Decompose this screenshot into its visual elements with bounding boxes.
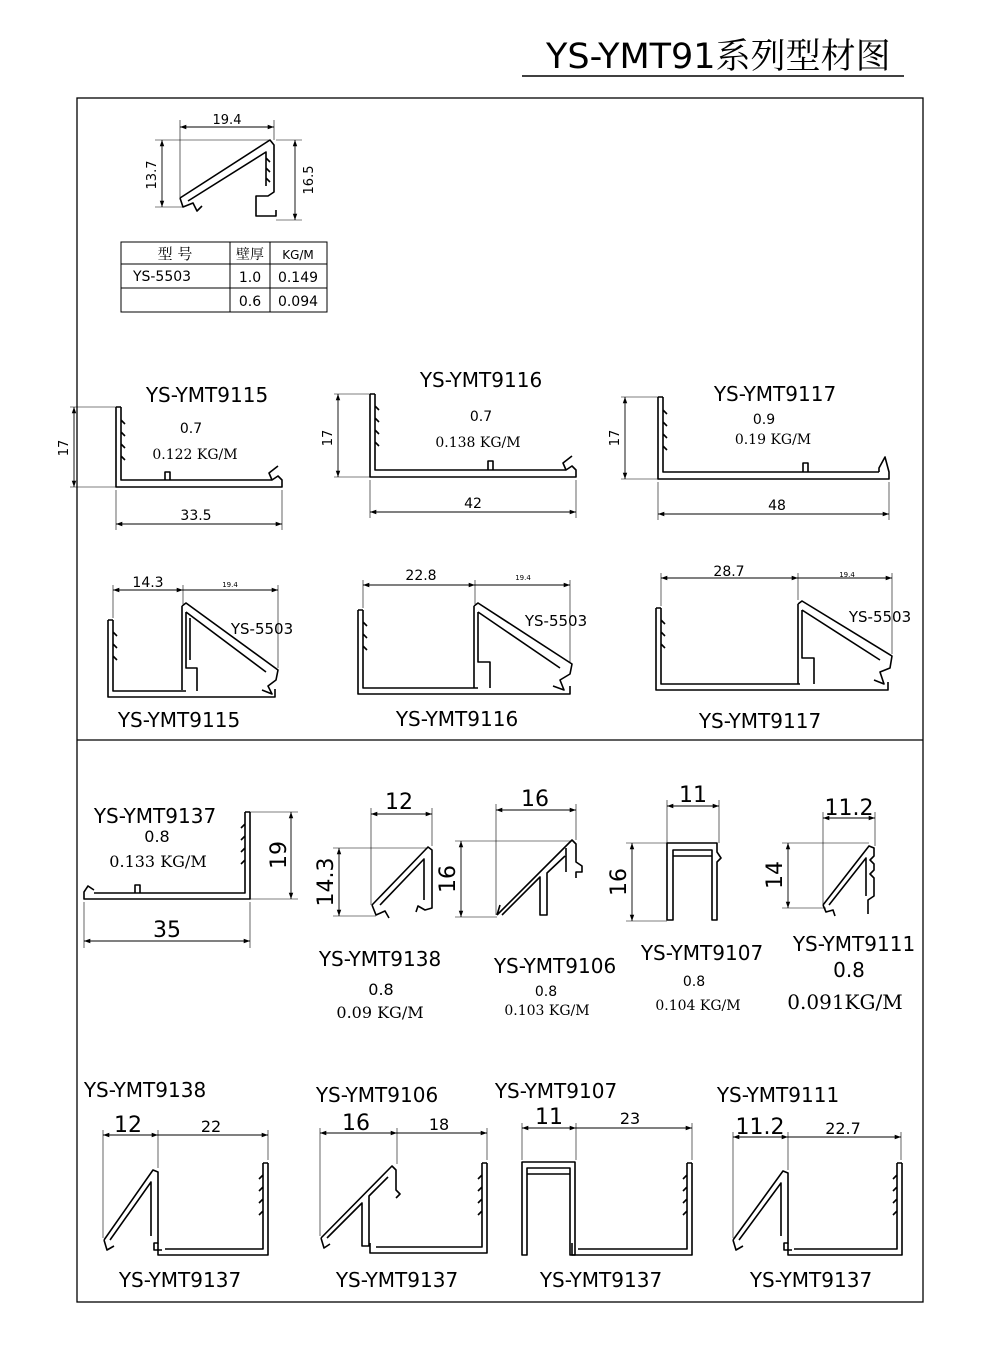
assembly-clip-name: YS-5503: [230, 620, 294, 638]
profile-name: YS-YMT9115: [145, 383, 269, 407]
profile-wall: 0.8: [368, 980, 394, 999]
assembly-shape-9111-9137: [733, 1163, 902, 1255]
assembly-shape-9138-9137: [104, 1163, 268, 1255]
profile-weight: 0.138 KG/M: [435, 435, 521, 451]
profile-width: 11: [679, 783, 707, 808]
profile-width: 33.5: [180, 508, 212, 524]
profile-wall: 0.8: [682, 974, 706, 990]
profile-height: 17: [608, 429, 623, 447]
profile-name: YS-YMT9116: [419, 368, 543, 392]
profile-name: YS-YMT9117: [713, 382, 837, 406]
profile-weight: 0.133 KG/M: [109, 852, 207, 871]
profile-wall: 0.8: [144, 827, 170, 846]
table-header-wall: 壁厚: [236, 247, 264, 263]
assembly-base-name: YS-YMT9137: [539, 1268, 663, 1292]
profile-shape-9138: [372, 847, 432, 918]
profile-shape-9111: [823, 846, 874, 916]
assembly-gap: 22.8: [405, 568, 437, 584]
assembly-shape-9115: [108, 603, 278, 697]
table-cell-model: YS-5503: [132, 269, 192, 285]
assembly-clip-width: 19.4: [515, 574, 531, 582]
assembly-gap: 23: [619, 1109, 641, 1128]
profile-weight: 0.103 KG/M: [504, 1003, 590, 1019]
profile-height: 17: [321, 429, 336, 447]
sheet-title: YS-YMT91系列型材图: [546, 37, 891, 77]
assembly-gap: 22.7: [825, 1119, 861, 1138]
assembly-shape-9106-9137: [321, 1163, 487, 1253]
assembly-gap: 28.7: [713, 564, 745, 580]
assembly-base-name: YS-YMT9137: [335, 1268, 459, 1292]
profile-width: 48: [768, 498, 786, 514]
assembly-clip-name: YS-YMT9111: [716, 1083, 840, 1107]
profile-width: 11.2: [824, 796, 874, 821]
profile-wall: 0.9: [752, 412, 776, 428]
profile-name: YS-YMT9107: [640, 941, 764, 965]
assembly-base-name: YS-YMT9137: [118, 1268, 242, 1292]
assembly-name: YS-YMT9115: [117, 708, 241, 732]
profile-weight: 0.122 KG/M: [152, 447, 238, 463]
assembly-clip-name: YS-YMT9107: [494, 1079, 618, 1103]
assembly-clip-name: YS-5503: [524, 612, 588, 630]
table-cell-wall: 0.6: [238, 294, 262, 310]
ys5503-profile: [155, 120, 302, 220]
assembly-gap: 18: [428, 1115, 450, 1134]
assembly-clip-name: YS-YMT9106: [315, 1083, 439, 1107]
assembly-clip-name: YS-5503: [848, 608, 912, 626]
table-header-kgm: KG/M: [282, 248, 314, 262]
table-cell-wall: 1.0: [238, 270, 262, 286]
assembly-clip-width: 19.4: [839, 571, 855, 579]
profile-weight: 0.091KG/M: [787, 990, 903, 1014]
profile-wall: 0.7: [179, 421, 203, 437]
assembly-name: YS-YMT9117: [698, 709, 822, 733]
profile-wall: 0.7: [469, 409, 493, 425]
profile-wall: 0.8: [833, 958, 865, 982]
profile-height: 16: [436, 865, 461, 893]
assembly-shape-9107-9137: [522, 1162, 692, 1255]
assembly-clip-width: 11: [535, 1105, 563, 1130]
profile-shape-9106: [497, 840, 582, 915]
profile-name: YS-YMT9106: [493, 954, 617, 978]
profile-height: 14.3: [314, 857, 339, 907]
table-cell-kgm: 0.149: [277, 270, 319, 286]
assembly-gap: 22: [200, 1117, 222, 1136]
ys5503-right-label: 16.5: [302, 165, 317, 195]
profile-wall: 0.8: [534, 984, 558, 1000]
profile-height: 14: [763, 861, 788, 889]
profile-name: YS-YMT9138: [318, 947, 442, 971]
table-header-model: 型 号: [157, 245, 193, 263]
profile-width: 12: [385, 790, 413, 815]
profile-shape-9107: [667, 843, 721, 920]
ys5503-width-label: 19.4: [212, 113, 242, 128]
profile-weight: 0.09 KG/M: [336, 1003, 424, 1022]
assembly-gap: 14.3: [132, 575, 164, 591]
assembly-clip-width: 19.4: [222, 581, 238, 589]
assembly-clip-name: YS-YMT9138: [83, 1078, 207, 1102]
profile-width: 16: [521, 787, 549, 812]
assembly-base-name: YS-YMT9137: [749, 1268, 873, 1292]
assembly-clip-width: 12: [114, 1113, 142, 1138]
profile-name: YS-YMT9137: [93, 804, 217, 828]
assembly-name: YS-YMT9116: [395, 707, 519, 731]
profile-height: 16: [607, 868, 632, 896]
profile-weight: 0.19 KG/M: [734, 432, 812, 448]
assembly-clip-width: 16: [342, 1111, 370, 1136]
assembly-clip-width: 11.2: [735, 1115, 785, 1140]
profile-width: 42: [464, 496, 482, 512]
profile-height: 19: [267, 841, 292, 869]
profile-weight: 0.104 KG/M: [655, 998, 741, 1014]
table-cell-kgm: 0.094: [277, 294, 319, 310]
profile-width: 35: [153, 918, 181, 943]
ys5503-left-label: 13.7: [145, 160, 160, 190]
profile-height: 17: [57, 439, 72, 457]
profile-name: YS-YMT9111: [792, 932, 916, 956]
